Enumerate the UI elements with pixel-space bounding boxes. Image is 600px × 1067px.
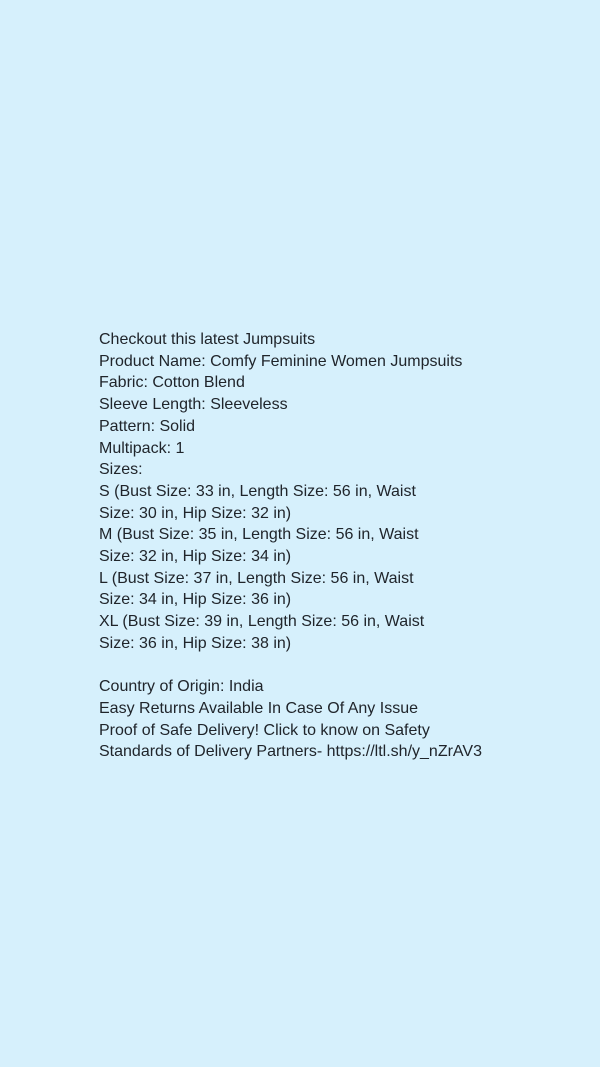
country-of-origin-line: Country of Origin: India	[99, 678, 264, 696]
size-line-s: S (Bust Size: 33 in, Length Size: 56 in, Waist	[99, 482, 416, 500]
pattern-line: Pattern: Solid	[99, 417, 196, 435]
heading-line: Checkout this latest Jumpsuits	[99, 331, 316, 348]
blank-line	[99, 655, 539, 677]
size-line-m: M (Bust Size: 35 in, Length Size: 56 in, Waist	[99, 526, 419, 544]
easy-returns-line: Easy Returns Available In Case Of Any Issue	[99, 699, 418, 717]
safety-standards-link-line: Standards of Delivery Partners- https://ltl.sh/y_nZrAV3	[99, 743, 482, 761]
safe-delivery-line: Proof of Safe Delivery! Click to know on Safety	[99, 721, 430, 739]
multipack-line: Multipack: 1	[99, 439, 185, 457]
sleeve-length-line: Sleeve Length: Sleeveless	[99, 396, 288, 414]
sizes-label: Sizes:	[99, 461, 143, 479]
size-line-m-wrap: Size: 32 in, Hip Size: 34 in)	[99, 548, 292, 566]
fabric-line: Fabric: Cotton Blend	[99, 374, 245, 392]
size-line-l-wrap: Size: 34 in, Hip Size: 36 in)	[99, 591, 292, 609]
size-line-xl: XL (Bust Size: 39 in, Length Size: 56 in, Waist	[99, 613, 425, 631]
size-line-l: L (Bust Size: 37 in, Length Size: 56 in, Waist	[99, 569, 414, 587]
size-line-xl-wrap: Size: 36 in, Hip Size: 38 in)	[99, 634, 292, 652]
product-description-text	[99, 329, 539, 763]
product-name-line: Product Name: Comfy Feminine Women Jumpsuits	[99, 352, 463, 370]
size-line-s-wrap: Size: 30 in, Hip Size: 32 in)	[99, 504, 292, 522]
